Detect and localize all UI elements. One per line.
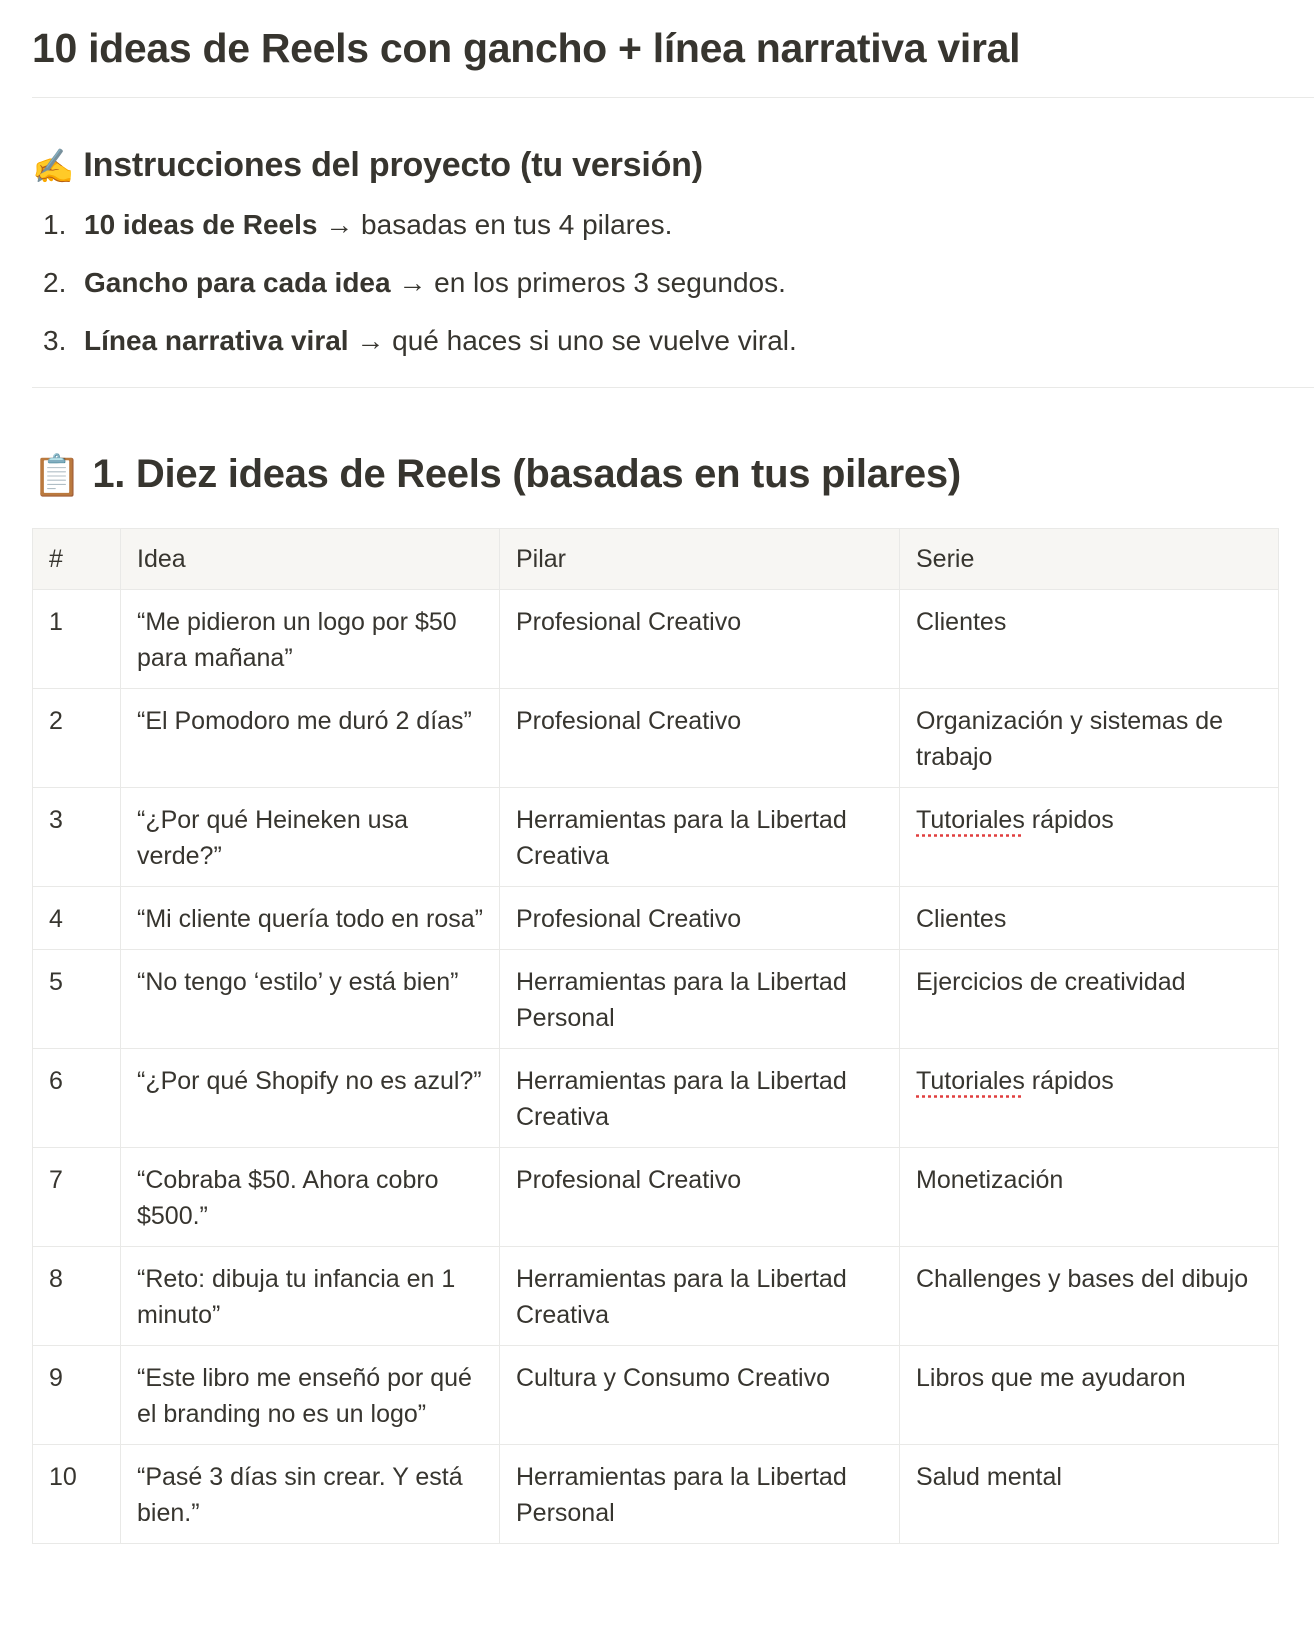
cell-idea[interactable]: “Cobraba $50. Ahora cobro $500.” [121, 1148, 500, 1247]
cell-idea[interactable]: “¿Por qué Heineken usa verde?” [121, 788, 500, 887]
cell-number[interactable]: 9 [33, 1346, 121, 1445]
list-number: 1. [43, 209, 67, 240]
cell-pilar[interactable]: Herramientas para la Libertad Creativa [500, 1049, 900, 1148]
divider [32, 97, 1314, 98]
clipboard-icon: 📋 [32, 454, 82, 499]
list-number: 3. [43, 325, 67, 356]
cell-number[interactable]: 5 [33, 950, 121, 1049]
list-item-text: → basadas en tus 4 pilares. [317, 209, 673, 240]
cell-idea[interactable]: “Me pidieron un logo por $50 para mañana” [121, 590, 500, 689]
cell-serie[interactable]: Ejercicios de creatividad [900, 950, 1279, 1049]
cell-idea[interactable]: “No tengo ‘estilo’ y está bien” [121, 950, 500, 1049]
cell-serie[interactable]: Clientes [900, 590, 1279, 689]
cell-serie[interactable]: Challenges y bases del dibujo [900, 1247, 1279, 1346]
cell-number[interactable]: 1 [33, 590, 121, 689]
writing-hand-icon: ✍️ [32, 148, 75, 187]
table-row [33, 1445, 1279, 1544]
table-row [33, 590, 1279, 689]
cell-pilar[interactable]: Herramientas para la Libertad Creativa [500, 1247, 900, 1346]
list-item-bold: Gancho para cada idea [84, 267, 391, 298]
cell-pilar[interactable]: Herramientas para la Libertad Personal [500, 950, 900, 1049]
cell-serie[interactable]: Organización y sistemas de trabajo [900, 689, 1279, 788]
cell-number[interactable]: 7 [33, 1148, 121, 1247]
cell-pilar[interactable]: Herramientas para la Libertad Creativa [500, 788, 900, 887]
spellcheck-word: Tutoriales [916, 1067, 1025, 1095]
section-heading [32, 448, 961, 502]
cell-number[interactable]: 4 [33, 887, 121, 950]
cell-pilar[interactable]: Profesional Creativo [500, 1148, 900, 1247]
table-row [33, 689, 1279, 788]
column-header-number[interactable]: # [33, 529, 121, 590]
list-item [32, 263, 797, 321]
list-item-bold: 10 ideas de Reels [84, 209, 318, 240]
table-row [33, 1148, 1279, 1247]
cell-serie[interactable]: Clientes [900, 887, 1279, 950]
cell-idea[interactable]: “Este libro me enseñó por qué el branding no es un logo” [121, 1346, 500, 1445]
cell-number[interactable]: 3 [33, 788, 121, 887]
page-title: 10 ideas de Reels con gancho + línea narrativa viral [32, 25, 1021, 71]
column-header-pilar[interactable]: Pilar [500, 529, 900, 590]
table-row [33, 1049, 1279, 1148]
divider [32, 387, 1314, 388]
cell-idea[interactable]: “Reto: dibuja tu infancia en 1 minuto” [121, 1247, 500, 1346]
cell-idea[interactable]: “Mi cliente quería todo en rosa” [121, 887, 500, 950]
cell-serie[interactable]: Monetización [900, 1148, 1279, 1247]
instructions-heading-text: Instrucciones del proyecto (tu versión) [83, 146, 703, 184]
instructions-list [32, 205, 797, 379]
cell-number[interactable]: 10 [33, 1445, 121, 1544]
list-item [32, 205, 797, 263]
cell-serie[interactable]: Salud mental [900, 1445, 1279, 1544]
column-header-idea[interactable]: Idea [121, 529, 500, 590]
cell-idea[interactable]: “¿Por qué Shopify no es azul?” [121, 1049, 500, 1148]
cell-idea[interactable]: “El Pomodoro me duró 2 días” [121, 689, 500, 788]
cell-pilar[interactable]: Profesional Creativo [500, 887, 900, 950]
table-row [33, 788, 1279, 887]
cell-pilar[interactable]: Cultura y Consumo Creativo [500, 1346, 900, 1445]
instructions-heading [32, 143, 703, 189]
table-row [33, 1346, 1279, 1445]
table-row [33, 950, 1279, 1049]
cell-pilar[interactable]: Herramientas para la Libertad Personal [500, 1445, 900, 1544]
document-page [32, 0, 1314, 1527]
section-heading-text: 1. Diez ideas de Reels (basadas en tus pilares) [92, 452, 961, 496]
list-item [32, 321, 797, 379]
cell-serie[interactable]: Libros que me ayudaron [900, 1346, 1279, 1445]
list-item-bold: Línea narrativa viral [84, 325, 349, 356]
spellcheck-word: Tutoriales [916, 806, 1025, 834]
list-number: 2. [43, 267, 67, 298]
cell-number[interactable]: 2 [33, 689, 121, 788]
table-row [33, 887, 1279, 950]
table-row [33, 1247, 1279, 1346]
cell-pilar[interactable]: Profesional Creativo [500, 689, 900, 788]
list-item-text: → qué haces si uno se vuelve viral. [348, 325, 797, 356]
cell-serie[interactable]: Tutoriales rápidos [900, 1049, 1279, 1148]
cell-number[interactable]: 8 [33, 1247, 121, 1346]
cell-number[interactable]: 6 [33, 1049, 121, 1148]
column-header-serie[interactable]: Serie [900, 529, 1279, 590]
list-item-text: → en los primeros 3 segundos. [390, 267, 786, 298]
cell-pilar[interactable]: Profesional Creativo [500, 590, 900, 689]
table-header-row [33, 529, 1279, 590]
ideas-table [32, 528, 1279, 1544]
cell-idea[interactable]: “Pasé 3 días sin crear. Y está bien.” [121, 1445, 500, 1544]
cell-serie[interactable]: Tutoriales rápidos [900, 788, 1279, 887]
